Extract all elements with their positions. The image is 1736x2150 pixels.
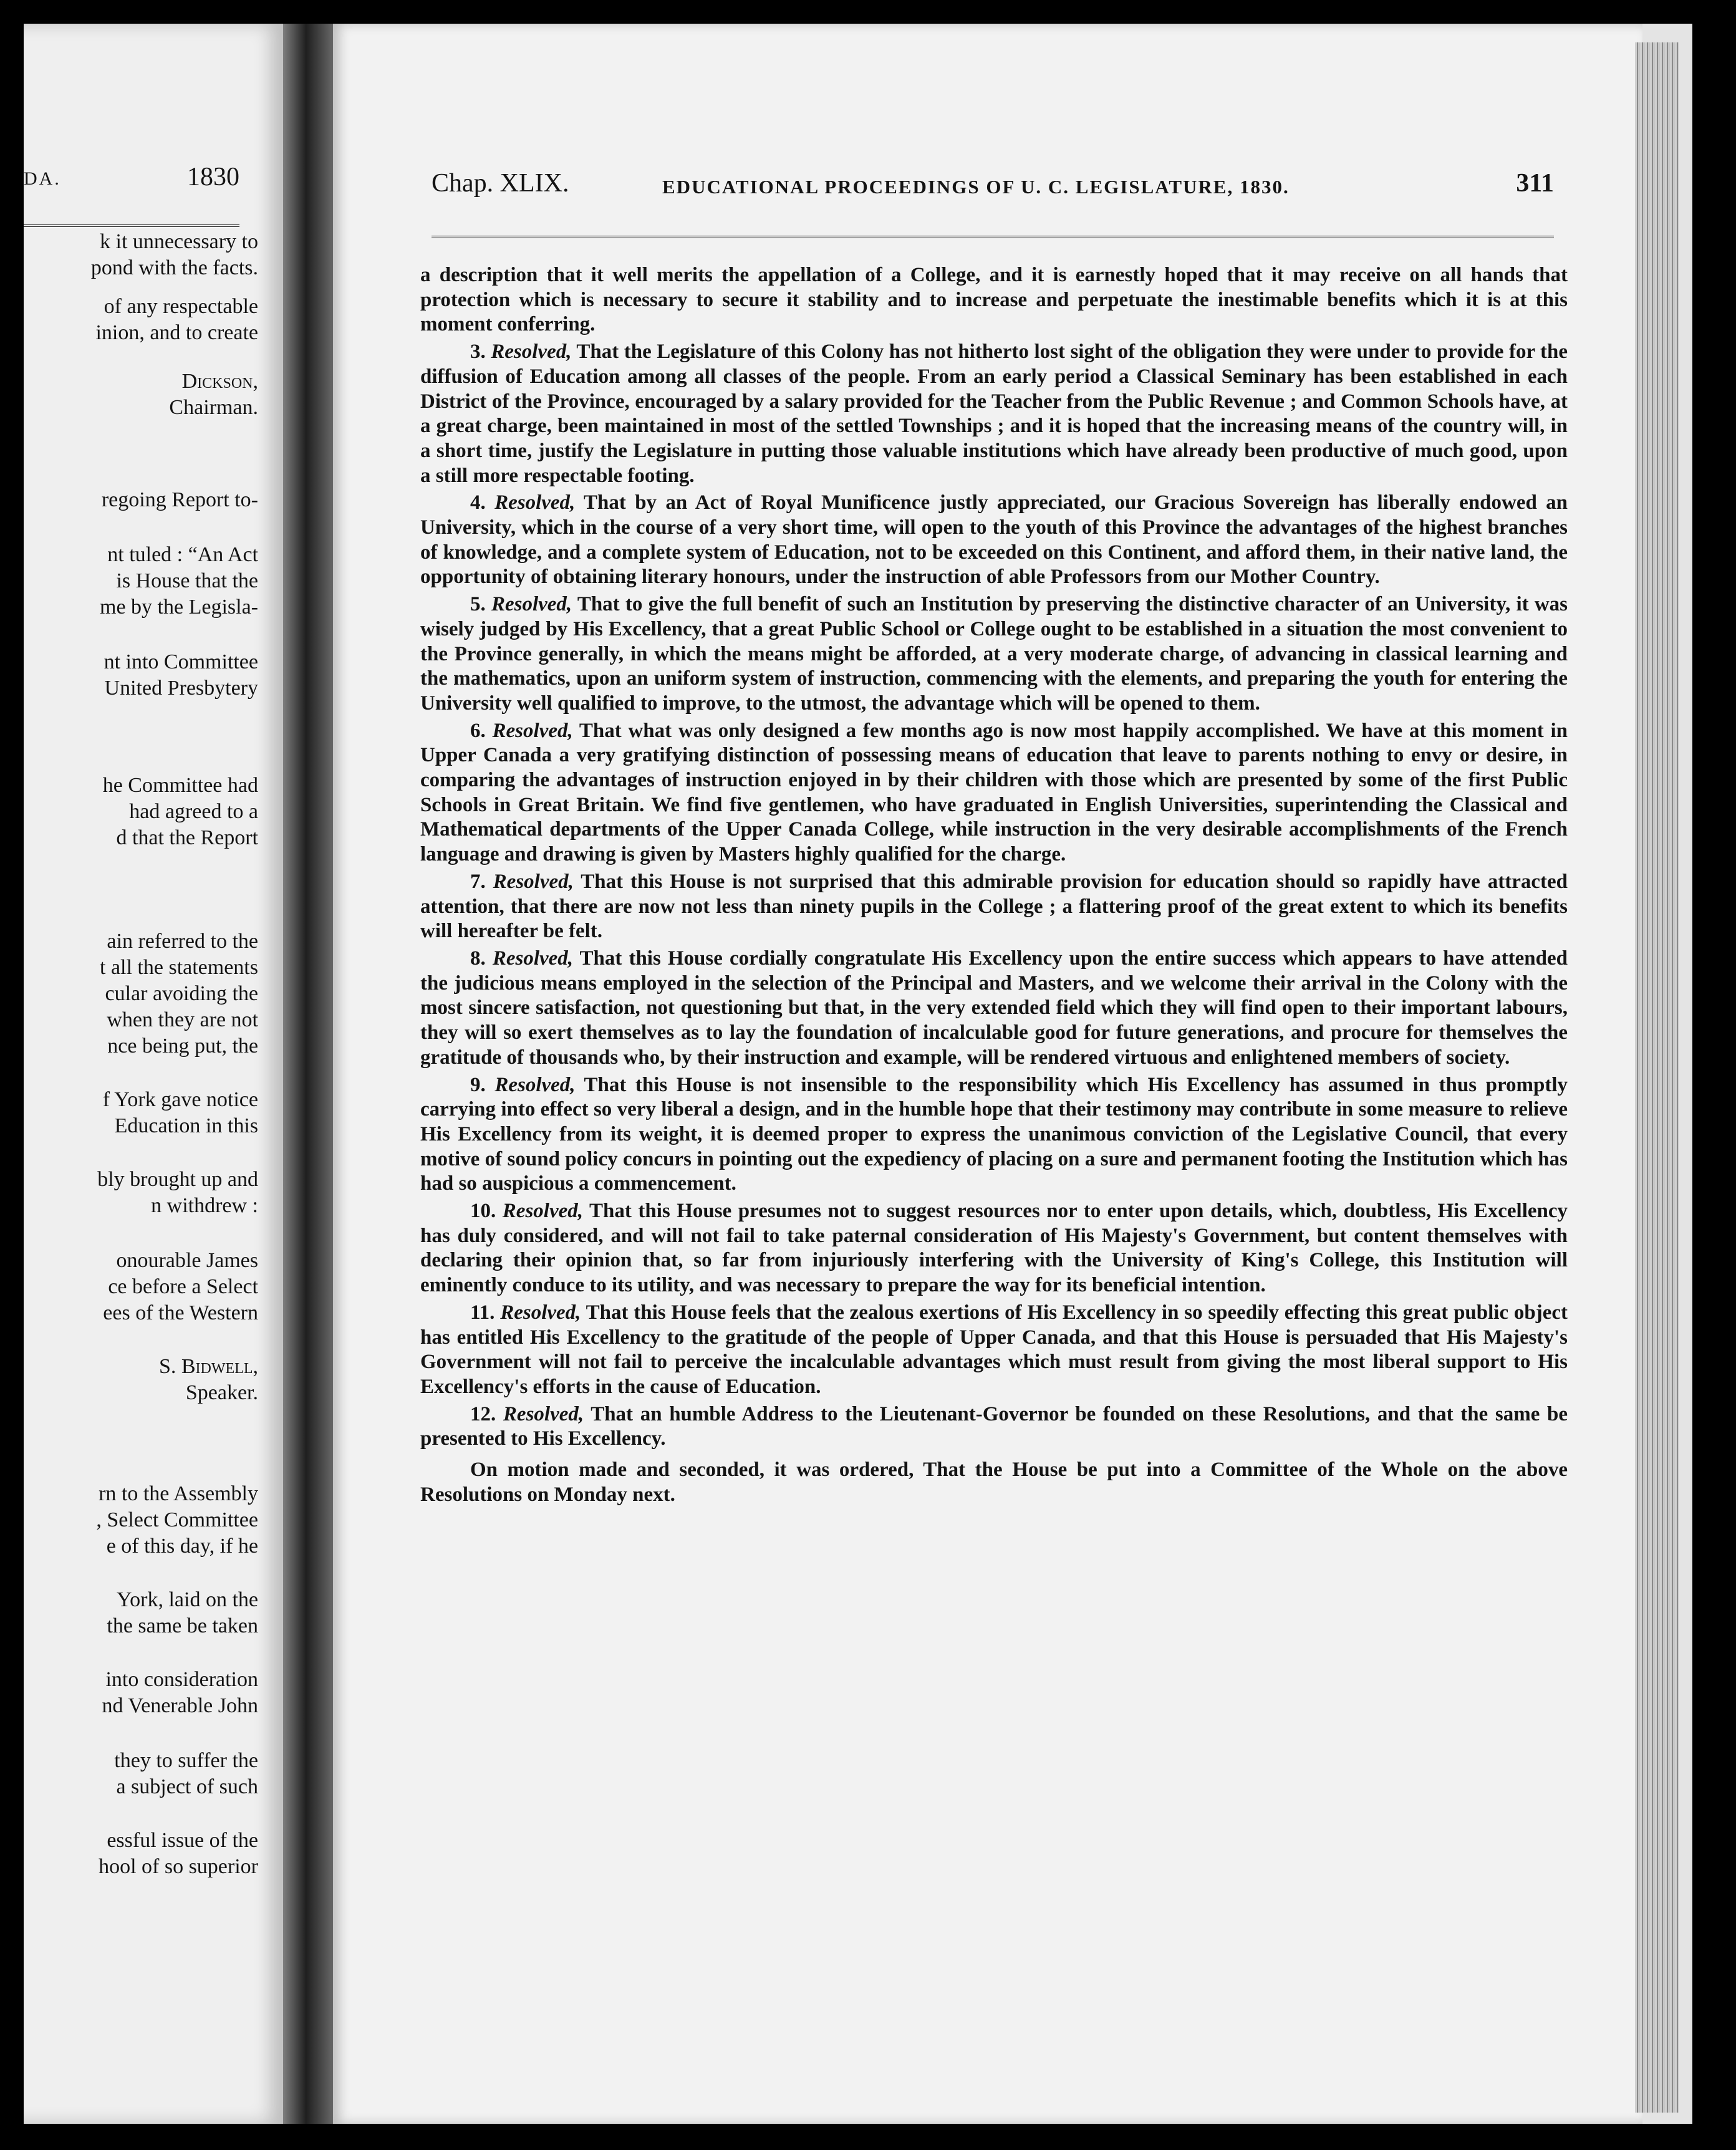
- resolution-number: 8.: [470, 947, 486, 970]
- resolved-label: Resolved,: [502, 1200, 584, 1223]
- opening-paragraph: a description that it well merits the appellation of a College, and it is earnestly hoped that it may receive on all hands that protection which is necessary to secure it stability and to increase and perpetuate the inestimable benefits which it is at this moment conferring.: [420, 264, 1568, 336]
- left-page-line: had agreed to a: [129, 800, 258, 823]
- resolution-number: 12.: [470, 1402, 496, 1425]
- left-page-line: S. Bidwell,: [158, 1355, 258, 1378]
- left-page-line: regoing Report to-: [101, 488, 258, 511]
- resolution-number: 4.: [470, 491, 486, 514]
- left-page-line: Speaker.: [185, 1381, 258, 1404]
- page-edges: [1635, 42, 1679, 2113]
- left-page-line: when they are not: [107, 1008, 258, 1031]
- left-page-line: onourable James: [116, 1249, 258, 1272]
- resolved-label: Resolved,: [491, 593, 572, 616]
- left-running-head: DA.: [24, 168, 61, 189]
- resolution-text: That by an Act of Royal Munificence justly appreciated, our Gracious Sovereign has liberally endowed an University, which in the course of a very short time, will open to the youth of this Province the advantages of the highest branches of knowledge, and a complete system of Education, not to be exceeded on this Continent, and afford them, in their native land, the opportunity of obtaining literary honours, under the instruction of able Professors from our Mother Country.: [420, 491, 1568, 589]
- left-page-line: they to suffer the: [114, 1749, 258, 1772]
- running-head: EDUCATIONAL PROCEEDINGS OF U. C. LEGISLATURE, 1830.: [662, 176, 1290, 198]
- left-page-line: nt into Committee: [104, 650, 258, 673]
- left-page-line: essful issue of the: [107, 1829, 258, 1852]
- left-page-line: f York gave notice: [102, 1088, 258, 1111]
- resolution-text: That to give the full benefit of such an Institution by preserving the distinctive character of an University, it was wisely judged by His Excellency, that a great Public School or College ought to be established in a situation the most convenient to the Province generally, in which the means might be afforded, at a very moderate charge, of advancing in classical learning and the mathematics, upon an uniform system of instruction, commencing with the elements, and preparing the youth for entering the University well qualified to improve, to the utmost, the advantage which will be opened to them.: [420, 593, 1568, 715]
- left-page-line: is House that the: [116, 569, 258, 592]
- left-page-line: he Committee had: [102, 774, 258, 797]
- resolution-text: That the Legislature of this Colony has not hitherto lost sight of the obligation they were under to provide for the diffusion of Education among all classes of the people. From an early period a Classical Seminary has been established in each District of the Province, encouraged by a salary provided for the Teacher from the Public Revenue ; and Common Schools have, at a great charge, been maintained in most of the settled Townships ; and it is hoped that the increasing means of the country will, in a short time, justify the Legislature in putting those valuable institutions which have already been productive of much good, upon a still more respectable footing.: [420, 340, 1568, 487]
- scan-frame: [24, 24, 1692, 2124]
- resolved-label: Resolved,: [494, 1073, 576, 1096]
- chapter-label: Chap. XLIX.: [432, 169, 569, 198]
- left-page-number: 1830: [187, 163, 239, 191]
- resolution-number: 10.: [470, 1200, 496, 1223]
- left-page-line: the same be taken: [107, 1614, 258, 1637]
- resolution-number: 11.: [470, 1301, 495, 1324]
- resolved-label: Resolved,: [493, 870, 574, 893]
- resolutions-list: [420, 340, 1568, 1452]
- resolution-number: 9.: [470, 1073, 486, 1096]
- left-page-line: inion, and to create: [95, 321, 258, 344]
- resolution-number: 6.: [470, 719, 486, 742]
- left-page-line: k it unnecessary to: [100, 230, 258, 253]
- left-page-line: rn to the Assembly: [99, 1482, 258, 1505]
- left-page-line: pond with the facts.: [90, 256, 258, 279]
- left-page-line: Education in this: [114, 1114, 258, 1137]
- left-page-line: Chairman.: [169, 396, 258, 419]
- header-rule: [432, 236, 1554, 238]
- resolution-number: 7.: [470, 870, 486, 893]
- left-page-line: d that the Report: [116, 826, 258, 849]
- resolution-text: That what was only designed a few months ago is now most happily accomplished. We have at this moment in Upper Canada a very gratifying distinction of possessing means of education that leave to parents nothing to envy or desire, in comparing the advantages of instruction enjoyed in by their children with those which are presented by some of the first Public Schools in Great Britain. We find five gentlemen, who have graduated in English Universities, superintending the Classical and Mathematical departments of the Upper Canada College, while instruction in the very desirable accomplishments of the French language and drawing is given by Masters highly qualified for the charge.: [420, 719, 1568, 866]
- left-page-line: me by the Legisla-: [100, 595, 258, 619]
- resolved-label: Resolved,: [500, 1301, 581, 1324]
- resolution-number: 5.: [470, 593, 486, 616]
- resolution-paragraph: [420, 1402, 1568, 1452]
- left-page-line: a subject of such: [116, 1775, 258, 1798]
- left-page-line: nt tuled : “An Act: [107, 543, 258, 566]
- resolution-paragraph: [420, 719, 1568, 867]
- resolution-text: That this House is not insensible to the responsibility which His Excellency has assumed in thus promptly carrying into effect so very liberal a design, and in the humble hope that their testimony may contribute in some measure to relieve His Excellency from its weight, it is deemed proper to express the unanimous conviction of the Legislative Council, that every motive of sound policy concurs in pointing out the expediency of placing on a sure and permanent footing the Institution which has had so auspicious a commencement.: [420, 1073, 1568, 1195]
- resolution-paragraph: [420, 592, 1568, 716]
- left-page-header: [24, 162, 239, 200]
- resolution-text: That this House presumes not to suggest resources nor to enter upon details, which, doubtless, His Excellency has duly considered, and will not fail to take paternal consideration of His Majesty's Government, but content themselves with declaring their opinion that, so far from injuriously interfering with the University of King's College, this Institution will eminently conduce to its utility, and was necessary to prepare the way for its beneficial intention.: [420, 1200, 1568, 1297]
- resolution-paragraph: [420, 491, 1568, 590]
- left-page-line: n withdrew :: [151, 1194, 258, 1217]
- left-page-line: , Select Committee: [96, 1508, 258, 1531]
- left-page-line: ees of the Western: [103, 1301, 258, 1324]
- resolution-paragraph: [420, 947, 1568, 1071]
- right-page-header: [432, 168, 1554, 206]
- resolution-paragraph: [420, 1073, 1568, 1197]
- resolution-text: That this House is not surprised that this admirable provision for education should so rapidly have attracted attention, that there are now not less than ninety pupils in the College ; a flattering proof of the great extent to which its benefits will hereafter be felt.: [420, 870, 1568, 943]
- resolution-paragraph: [420, 340, 1568, 488]
- left-page-line: of any respectable: [104, 295, 258, 318]
- resolution-number: 3.: [470, 340, 486, 364]
- resolution-paragraph: [420, 870, 1568, 944]
- resolved-label: Resolved,: [492, 947, 574, 970]
- left-page-line: bly brought up and: [97, 1168, 258, 1191]
- resolved-label: Resolved,: [492, 719, 573, 742]
- left-page-line: ain referred to the: [107, 930, 258, 953]
- left-page-line: United Presbytery: [104, 677, 258, 700]
- left-page-line: hool of so superior: [99, 1855, 258, 1878]
- body-text: [420, 263, 1568, 1510]
- resolution-paragraph: [420, 1199, 1568, 1298]
- resolved-label: Resolved,: [491, 340, 572, 364]
- page-number: 311: [1516, 169, 1554, 198]
- left-page-line: t all the statements: [100, 956, 258, 979]
- resolution-text: That this House feels that the zealous exertions of His Excellency in so speedily effecting this great public object has entitled His Excellency to the gratitude of the people of Upper Canada, and that this House is persuaded that His Majesty's Government will not fail to perceive the incalculable advantages which must result from giving the most liberal support to His Excellency's efforts in the cause of Education.: [420, 1301, 1568, 1398]
- left-page-line: York, laid on the: [117, 1588, 258, 1611]
- resolution-text: That an humble Address to the Lieutenant-Governor be founded on these Resolutions, and that the same be presented to His Excellency.: [420, 1402, 1568, 1450]
- resolved-label: Resolved,: [503, 1402, 584, 1425]
- left-page-line: nd Venerable John: [102, 1694, 258, 1717]
- left-page-line: nce being put, the: [107, 1034, 258, 1058]
- left-page-line: cular avoiding the: [105, 982, 258, 1005]
- right-page: [333, 24, 1642, 2124]
- closing-paragraph: On motion made and seconded, it was ordered, That the House be put into a Committee of the Whole on the above Resolutions on Monday next.: [420, 1458, 1568, 1506]
- left-header-rule: [24, 224, 239, 227]
- left-page-line: e of this day, if he: [106, 1535, 258, 1558]
- left-page-line: ce before a Select: [108, 1275, 258, 1298]
- left-page-line: into consideration: [105, 1668, 258, 1691]
- left-page-line: Dickson,: [181, 370, 258, 393]
- left-page: [24, 24, 284, 2124]
- resolution-paragraph: [420, 1301, 1568, 1400]
- book-gutter: [283, 24, 334, 2124]
- resolution-text: That this House cordially congratulate His Excellency upon the entire success which appears to have attended the judicious means employed in the selection of the Principal and Masters, and we welcome their arrival in the Colony with the most sincere satisfaction, not questioning but that, in the very extended field which they will find open to their important labours, they will so exert themselves as to lay the foundation of incalculable good for future generations, and procure for themselves the gratitude of thousands who, by their instruction and example, will be rendered virtuous and enlightened members of society.: [420, 947, 1568, 1069]
- resolved-label: Resolved,: [494, 491, 576, 514]
